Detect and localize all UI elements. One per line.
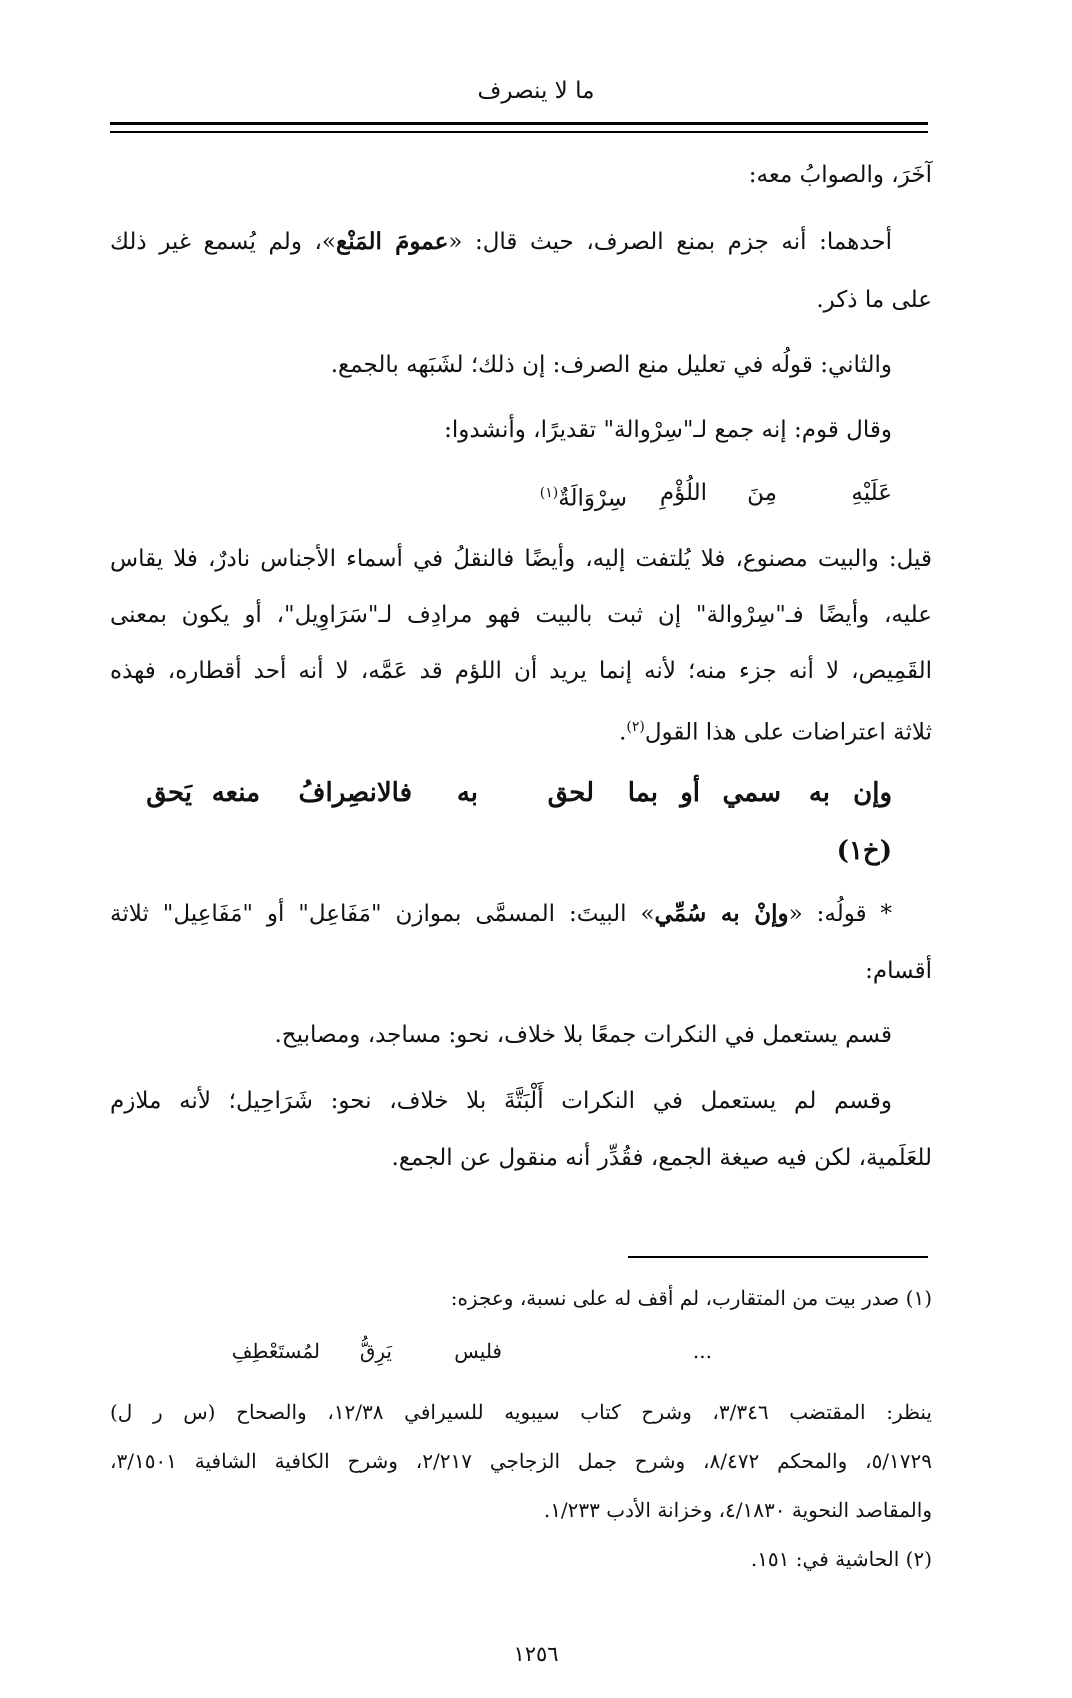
verse-word: عَلَيْهِ [851, 480, 892, 506]
paragraph-line: عليه، وأيضًا فـ"سِرْوالة" إن ثبت بالبيت فهو مرادِف لـ"سَرَاوِيل"، أو يكون بمعنى [110, 602, 932, 628]
verse-word: وإن [853, 778, 892, 808]
paragraph-line [110, 227, 892, 257]
footnote-verse-dots: ... [692, 1339, 712, 1363]
text-line: آخَرَ، والصوابُ معه: [748, 162, 932, 188]
footnote-line: والمقاصد النحوية ٤/١٨٣٠، وخزانة الأدب ١/٢٣٣. [543, 1498, 932, 1522]
verse-word-text: سِرْوَالَةٌ [558, 485, 627, 512]
footnote-ref: (١) [539, 485, 559, 501]
paragraph-line: وقسم لم يستعمل في النكرات أَلْبَتَّةَ بلا خلاف، نحو: شَرَاحِيل؛ لأنه ملازم [110, 1088, 892, 1114]
bold-quote: وإنْ به سُمِّي [654, 900, 789, 927]
running-header: ما لا ينصرف [477, 78, 595, 104]
verse-ref: (خ١) [836, 836, 892, 866]
verse-word: بما [627, 778, 658, 808]
paragraph-line: قيل: والبيت مصنوع، فلا يُلتفت إليه، وأيضًا فالنقلُ في أسماء الأجناس نادرٌ، فلا يقاس [110, 546, 932, 572]
text-run: أحدهما: أنه جزم بمنع الصرف، حيث قال: « [448, 229, 892, 255]
footnote-verse-word: يَرِقُّ [359, 1339, 392, 1363]
verse-word: به [808, 778, 830, 808]
paragraph-line: أقسام: [865, 958, 932, 984]
paragraph-line: للعَلَمية، لكن فيه صيغة الجمع، فقُدِّر أنه منقول عن الجمع. [391, 1145, 932, 1171]
verse-word: فالانصِرافُ [298, 778, 412, 808]
footnote-line: ينظر: المقتضب ٣/٣٤٦، وشرح كتاب سيبويه للسيرافي ١٢/٣٨، والصحاح (س ر ل) [110, 1400, 932, 1424]
text-run: » البيتَ: المسمَّى بموازن "مَفَاعِل" أو "مَفَاعِيل" ثلاثة [110, 901, 655, 927]
page-number: ١٢٥٦ [513, 1642, 559, 1666]
paragraph-line [110, 899, 892, 929]
paragraph-line: قسم يستعمل في النكرات جمعًا بلا خلاف، نحو: مساجد، ومصابيح. [274, 1022, 892, 1048]
paragraph-line: والثاني: قولُه في تعليل منع الصرف: إن ذلك؛ لشَبَهه بالجمع. [330, 352, 892, 378]
verse-word [540, 478, 627, 514]
footnote: (١) صدر بيت من المتقارب، لم أقف له على نسبة، وعجزه: [450, 1286, 932, 1310]
header-rule-thick [110, 122, 928, 125]
verse-word: اللُؤْمِ [659, 480, 707, 506]
paragraph-line: على ما ذكر. [816, 287, 932, 313]
footnote: (٢) الحاشية في: ١٥١. [750, 1547, 932, 1571]
verse-word: مِنَ [747, 480, 777, 506]
verse-word: به [456, 778, 478, 808]
text-run: ثلاثة اعتراضات على هذا القول [644, 719, 932, 746]
footnote-separator [628, 1256, 928, 1258]
verse-word: يَحق [146, 778, 192, 808]
text-run: . [619, 719, 627, 746]
paragraph-line: وقال قوم: إنه جمع لـ"سِرْوالة" تقديرًا، وأنشدوا: [444, 417, 892, 443]
text-run: * قولُه: « [788, 901, 892, 927]
verse-word: لحق [547, 778, 594, 808]
footnote-ref: (٢) [626, 719, 645, 735]
paragraph-line [619, 712, 932, 748]
verse-word: سمي [722, 778, 781, 808]
text-run: »، ولم يُسمع غير ذلك [110, 229, 336, 255]
footnote-verse-word: فليس [454, 1339, 502, 1363]
verse-word: منعه [211, 778, 260, 808]
paragraph-line: القَمِيص، لا أنه جزء منه؛ لأنه إنما يريد أن اللؤم قد عَمَّه، لا أنه أحد أقطاره، فهذه [110, 658, 932, 684]
bold-quote: عمومَ المَنْع [336, 228, 449, 255]
header-rule-thin [110, 131, 928, 133]
verse-word: أو [680, 778, 700, 808]
footnote-verse-word: لمُستَعْطِفِ [231, 1339, 320, 1363]
footnote-line: ٥/١٧٢٩، والمحكم ٨/٤٧٢، وشرح جمل الزجاجي ٢/٢١٧، وشرح الكافية الشافية ٣/١٥٠١، [110, 1449, 933, 1473]
